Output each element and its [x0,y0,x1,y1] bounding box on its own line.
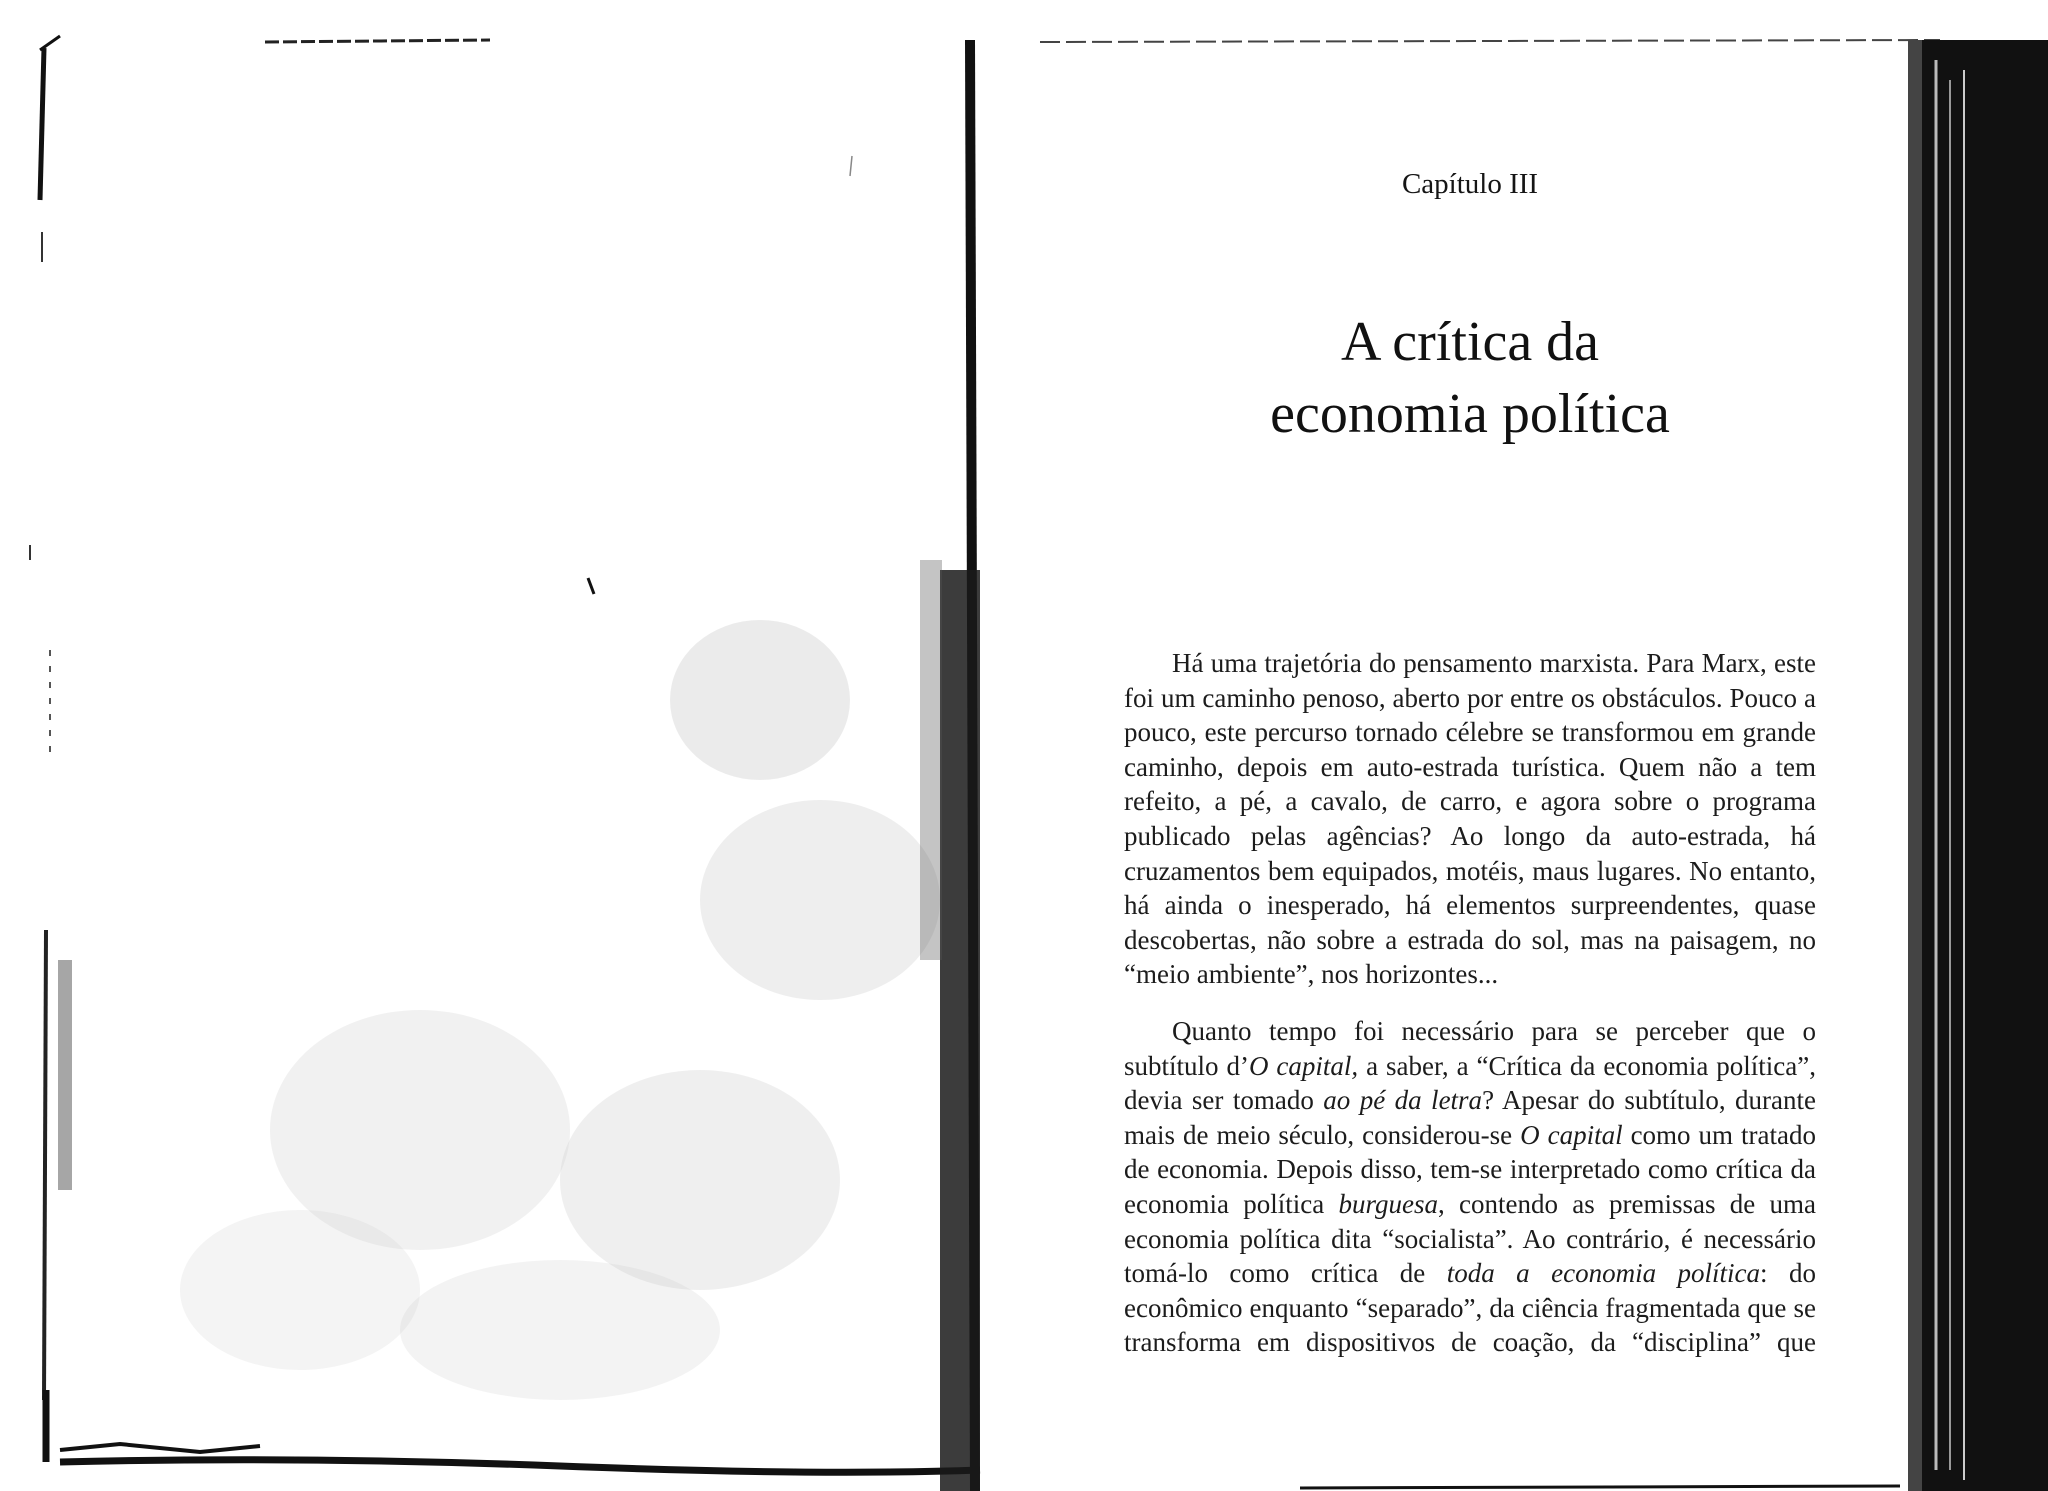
chapter-title-line-1: A crítica da [1340,311,1600,373]
left-page-scan-artifacts [0,0,1000,1491]
left-page-blank [0,0,1000,1491]
paragraph-2-italic-4: burguesa [1338,1188,1438,1219]
paragraph-2 [1124,1014,1816,1360]
chapter-title [1180,306,1760,450]
paragraph-2-italic-2: ao pé da letra [1323,1085,1483,1116]
paragraph-2-text-6: : do econômico enquanto “separado”, da ciência fragmentada que se transforma em dispositivos de coação, da “disciplina” que [1124,1258,1816,1358]
paragraph-1: Há uma trajetória do pensamento marxista. Para Marx, este foi um caminho penoso, aberto por entre os obstáculos. Pouco a pouco, este percurso tornado célebre se transformou em grande caminho, depois em auto-estrada turística. Quem não a tem refeito, a pé, a cavalo, de carro, e agora sobre o programa publicado pelas agências? Ao longo da auto-estrada, há cruzamentos bem equipados, motéis, maus lugares. No entanto, há ainda o inesperado, há elementos surpreendentes, quase descobertas, não sobre a estrada do sol, mas na paisagem, no “meio ambiente”, nos horizontes... [1124,648,1816,990]
paragraph-2-italic-3: O capital [1520,1119,1623,1150]
paragraph-2-text-5: , contendo as premissas de uma economia política dita “socialista”. Ao contrário, é necessário tomá-lo como crítica de [1124,1188,1816,1289]
chapter-title-line-2: economia política [1270,383,1670,445]
paragraph-2-italic-1: O capital, [1248,1050,1359,1081]
chapter-label: Capítulo III [1401,168,1539,200]
paragraph-2-text-4: como um tratado de economia. Depois disso, tem-se interpretado como crítica da economia política [1124,1119,1816,1219]
chapter-body [1124,646,1816,1360]
paragraph-2-italic-5: toda a economia política [1446,1258,1761,1289]
paragraph-2-text-3: ? Apesar do subtítulo, durante mais de meio século, considerou-se [1124,1085,1816,1150]
paragraph-2-text-2: a saber, a “Crítica da economia política”, devia ser tomado [1124,1050,1816,1116]
paragraph-2-text-1: Quanto tempo foi necessário para se perceber que o subtítulo d’ [1124,1015,1816,1081]
